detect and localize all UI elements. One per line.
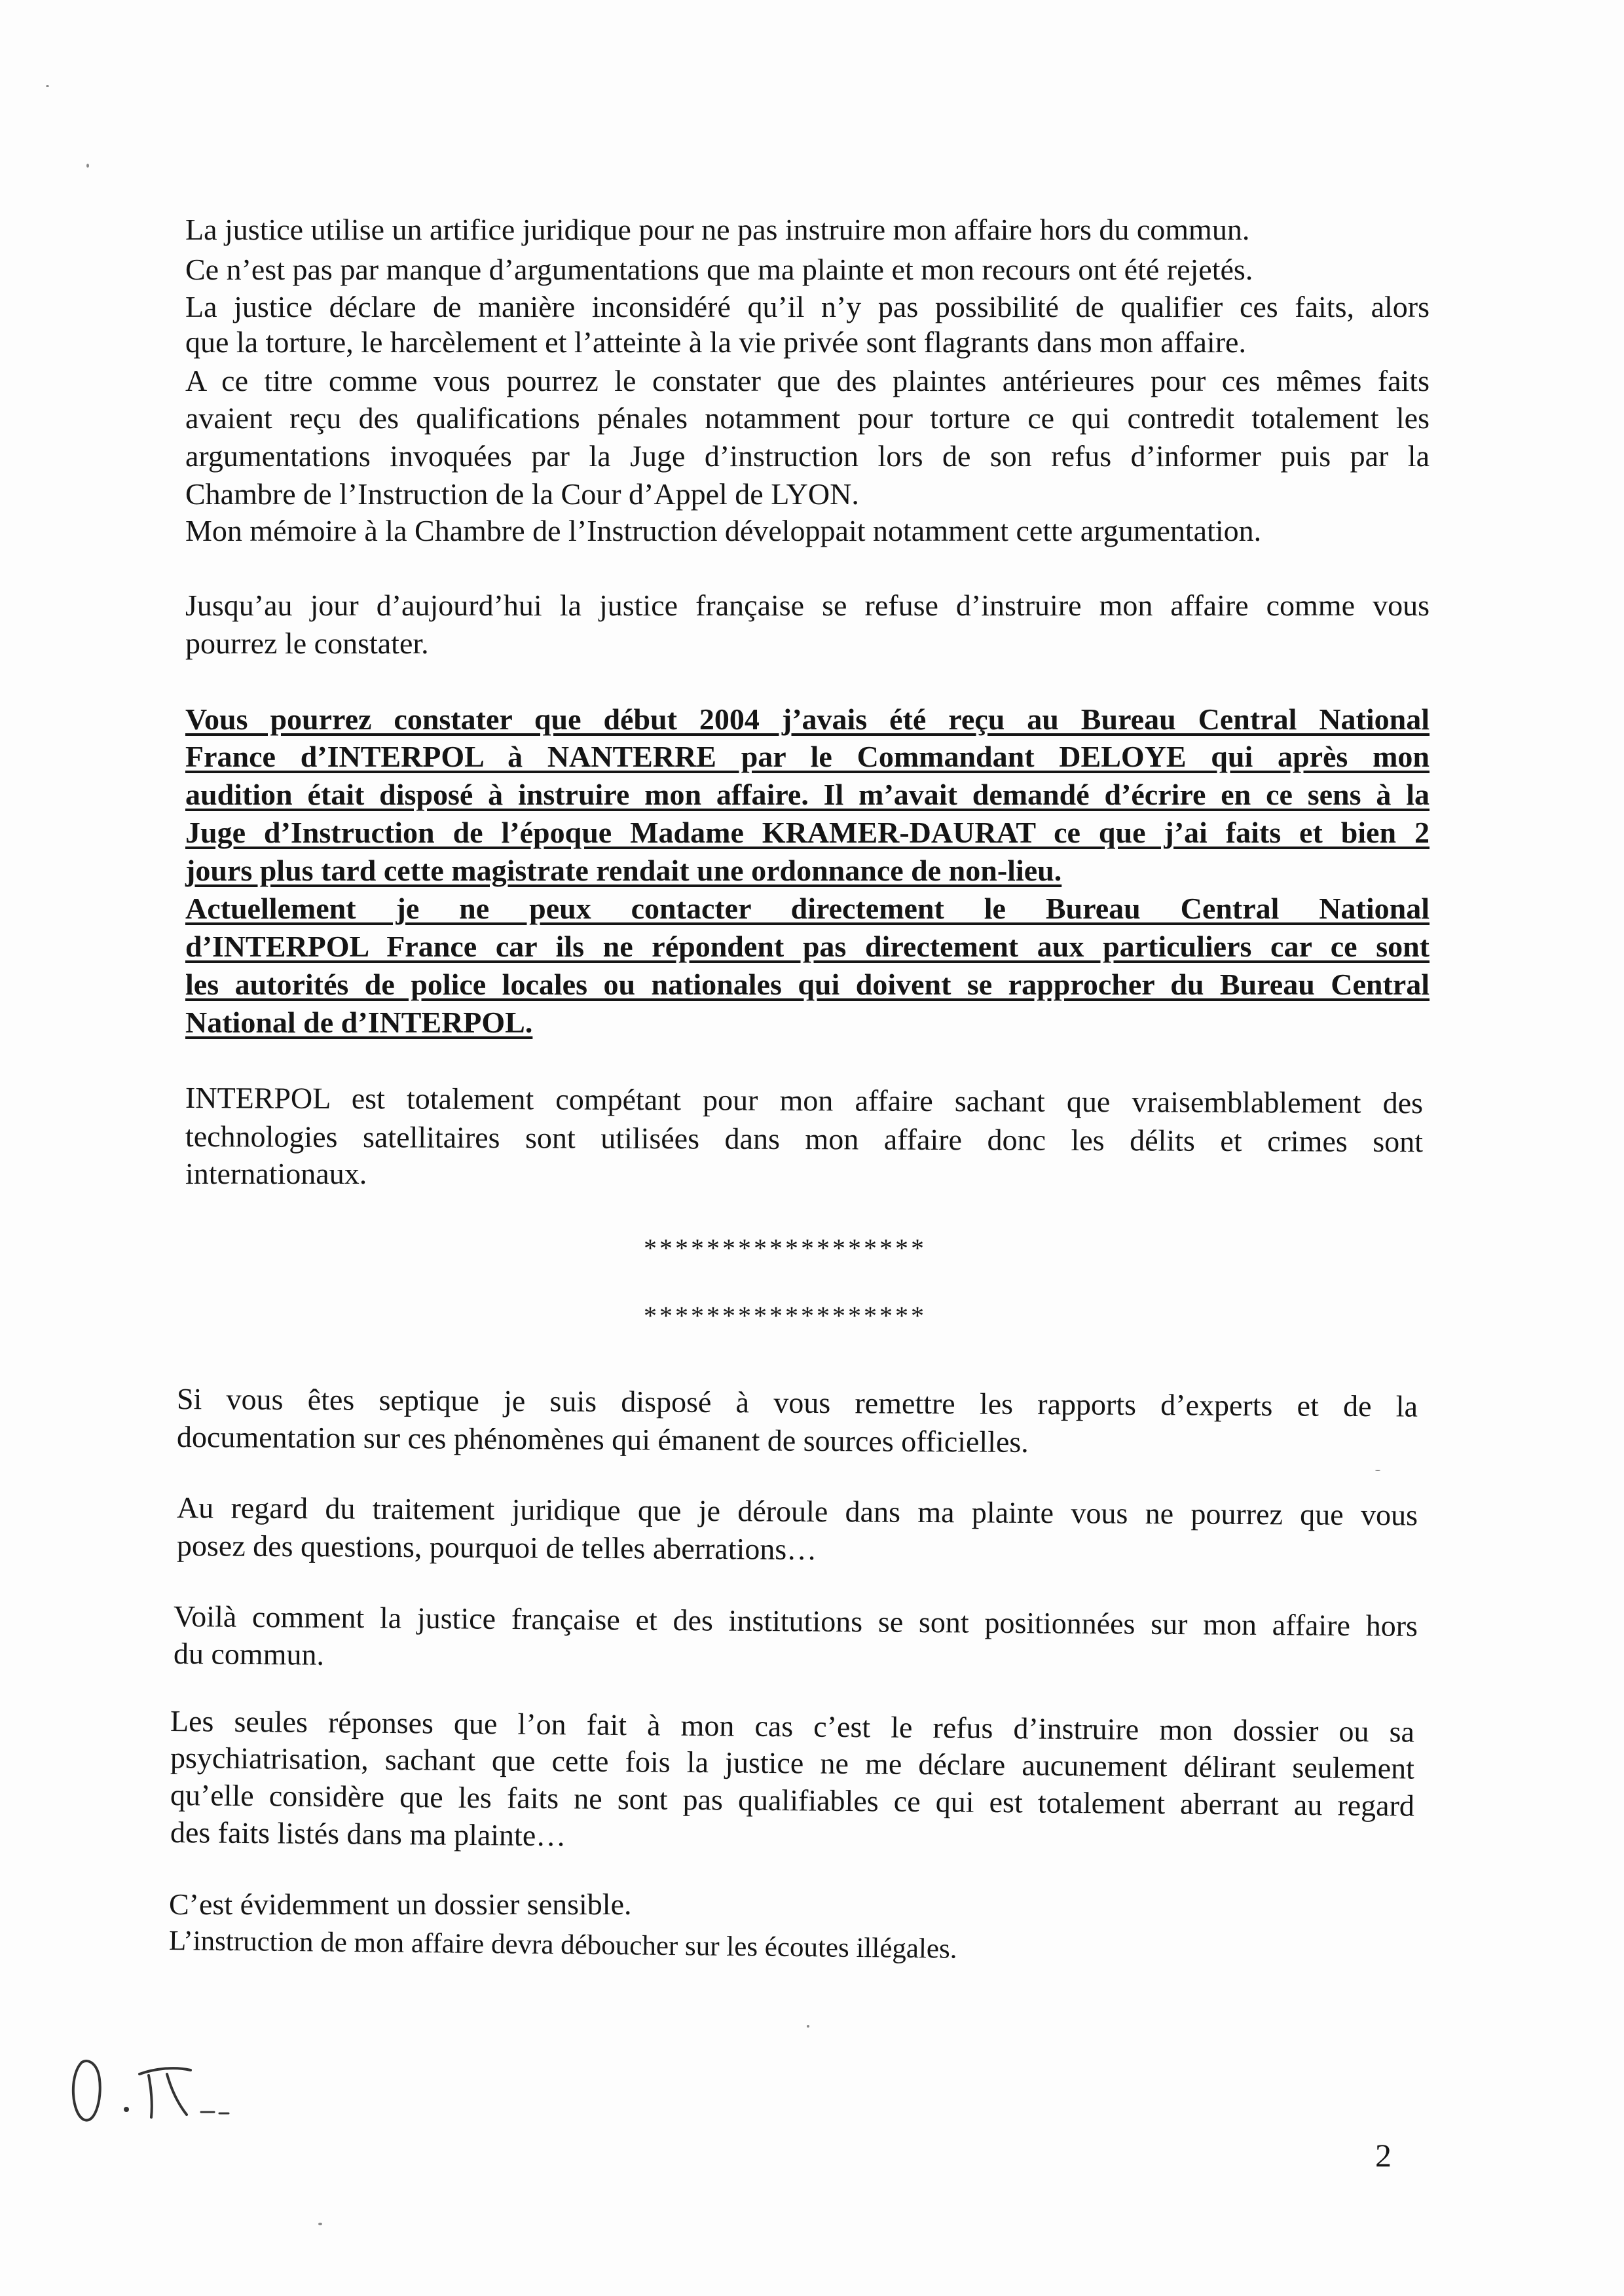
scan-speck bbox=[86, 164, 89, 168]
scan-speck bbox=[318, 2223, 322, 2225]
highlighted-text-line: d’INTERPOL France car ils ne répondent pas directement aux particuliers car ce sont bbox=[185, 930, 1430, 963]
text-line: du commun. bbox=[173, 1637, 325, 1671]
text-line: C’est évidemment un dossier sensible. bbox=[169, 1887, 632, 1921]
text-line: INTERPOL est totalement compétant pour mon affaire sachant que vraisemblablement des bbox=[185, 1081, 1424, 1120]
highlighted-text-line: Juge d’Instruction de l’époque Madame KRAMER-DAURAT ce que j’ai faits et bien 2 bbox=[185, 816, 1430, 849]
text-line: posez des questions, pourquoi de telles aberrations… bbox=[176, 1529, 817, 1566]
text-line: Mon mémoire à la Chambre de l’Instruction développait notamment cette argumentation. bbox=[185, 514, 1262, 547]
text-line: La justice déclare de manière inconsidéré qu’il n’y pas possibilité de qualifier ces faits, alors bbox=[185, 290, 1430, 323]
highlighted-text-line: Vous pourrez constater que début 2004 j’avais été reçu au Bureau Central National bbox=[185, 702, 1430, 736]
highlighted-text-line: National de d’INTERPOL. bbox=[185, 1006, 533, 1039]
text-line: avaient reçu des qualifications pénales notamment pour torture ce qui contredit totalement les bbox=[185, 401, 1430, 435]
text-line: Si vous êtes septique je suis disposé à vous remettre les rapports d’experts et de la bbox=[176, 1382, 1418, 1423]
text-line: argumentations invoquées par la Juge d’instruction lors de son refus d’informer puis par la bbox=[185, 439, 1430, 473]
text-line: L’instruction de mon affaire devra déboucher sur les écoutes illégales. bbox=[168, 1925, 957, 1965]
text-line: internationaux. bbox=[185, 1157, 367, 1190]
scan-speck bbox=[46, 85, 49, 87]
handwritten-initials bbox=[62, 2036, 246, 2128]
text-line: Au regard du traitement juridique que je déroule dans ma plainte vous ne pourrez que vous bbox=[176, 1491, 1418, 1532]
text-line: documentation sur ces phénomènes qui émanent de sources officielles. bbox=[176, 1420, 1029, 1459]
separator: ****************** bbox=[644, 1301, 927, 1330]
highlighted-text-line: audition était disposé à instruire mon affaire. Il m’avait demandé d’écrire en ce sens à la bbox=[185, 778, 1430, 811]
text-line: technologies satellitaires sont utilisées dans mon affaire donc les délits et crimes sont bbox=[185, 1120, 1424, 1159]
text-line: La justice utilise un artifice juridique pour ne pas instruire mon affaire hors du commun. bbox=[185, 213, 1250, 246]
separator: ****************** bbox=[644, 1233, 927, 1263]
text-line: qu’elle considère que les faits ne sont pas qualifiables ce qui est totalement aberrant au regard bbox=[170, 1778, 1415, 1823]
highlighted-text-line: Actuellement je ne peux contacter directement le Bureau Central National bbox=[185, 892, 1430, 925]
text-line: Chambre de l’Instruction de la Cour d’Appel de LYON. bbox=[185, 477, 859, 511]
text-line: psychiatrisation, sachant que cette fois la justice ne me déclare aucunement délirant seulement bbox=[170, 1741, 1415, 1785]
text-line: que la torture, le harcèlement et l’atteinte à la vie privée sont flagrants dans mon affaire. bbox=[185, 325, 1246, 359]
text-line: A ce titre comme vous pourrez le constater que des plaintes antérieures pour ces mêmes faits bbox=[185, 364, 1430, 397]
page-number: 2 bbox=[1375, 2137, 1392, 2174]
text-line: Voilà comment la justice française et des institutions se sont positionnées sur mon affaire hors bbox=[173, 1599, 1418, 1643]
text-line: Jusqu’au jour d’aujourd’hui la justice française se refuse d’instruire mon affaire comme vous bbox=[185, 589, 1430, 622]
highlighted-text-line: France d’INTERPOL à NANTERRE par le Commandant DELOYE qui après mon bbox=[185, 740, 1430, 773]
text-line: Ce n’est pas par manque d’argumentations que ma plainte et mon recours ont été rejetés. bbox=[185, 253, 1253, 286]
text-line: Les seules réponses que l’on fait à mon cas c’est le refus d’instruire mon dossier ou sa bbox=[170, 1704, 1415, 1749]
text-line: des faits listés dans ma plainte… bbox=[170, 1815, 566, 1853]
scan-speck bbox=[1375, 1470, 1380, 1471]
highlighted-text-line: les autorités de police locales ou nationales qui doivent se rapprocher du Bureau Central bbox=[185, 968, 1430, 1001]
text-line: pourrez le constater. bbox=[185, 627, 429, 660]
highlighted-text-line: jours plus tard cette magistrate rendait une ordonnance de non-lieu. bbox=[185, 854, 1062, 887]
scan-speck bbox=[807, 2025, 809, 2028]
